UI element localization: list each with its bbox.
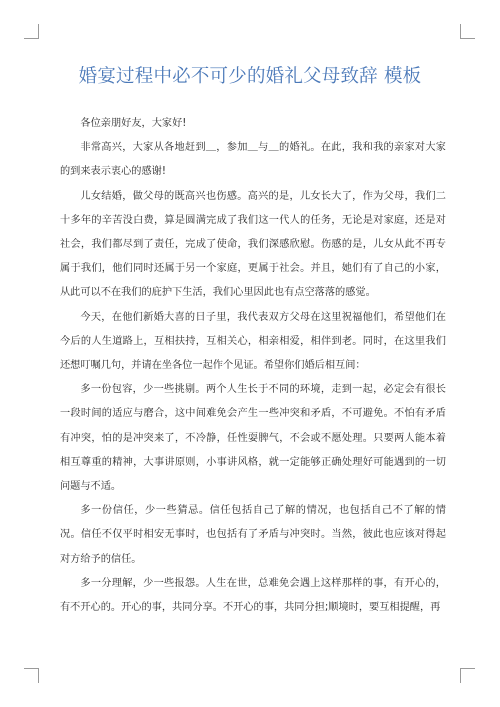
paragraph-blessing: 今天，在他们新婚大喜的日子里，我代表双方父母在这里祝福他们，希望他们在今后的人生道路上，互相扶持，互相关心，相亲相爱，相伴到老。同时，在这里我们还想叮嘱几句，并请在坐各位一起作个见证。希望你们婚后相互间： [60, 311, 446, 372]
paragraph-thanks: 非常高兴，大家从各地赶到＿，参加＿与＿的婚礼。在此，我和我的亲家对大家的到来表示衷心的感谢! [60, 142, 446, 178]
crop-mark-top-right [460, 24, 475, 39]
document-body [60, 112, 446, 620]
paragraph-feelings: 儿女结婚，做父母的既高兴也伤感。高兴的是，儿女长大了，作为父母，我们二十多年的辛苦没白费，算是圆满完成了我们这一代人的任务，无论是对家庭，还是对社会，我们都尽到了责任，完成了使命，我们深感欣慰。伤感的是，儿女从此不再专属于我们，他们同时还属于另一个家庭，更属于社会。并且，她们有了自己的小家，从此可以不在我们的庇护下生活，我们心里因此也有点空落落的感觉。 [60, 190, 446, 299]
crop-mark-bottom-right [460, 668, 475, 683]
document-title: 婚宴过程中必不可少的婚礼父母致辞 模板 [78, 66, 422, 87]
paragraph-greeting: 各位亲朋好友，大家好! [80, 118, 187, 129]
paragraph-trust: 多一份信任，少一些猜忌。信任包括自己了解的情况，也包括自己不了解的情况。信任不仅平时相安无事时，也包括有了矛盾与冲突时。当然，彼此也应该对得起对方给予的信任。 [60, 505, 446, 565]
crop-mark-bottom-left [24, 668, 39, 683]
paragraph-understanding: 多一分理解，少一些报怨。人生在世，总难免会遇上这样那样的事，有开心的，有不开心的。开心的事，共同分享。不开心的事，共同分担;顺境时，要互相提醒，再 [60, 577, 446, 614]
paragraph-tolerance: 多一份包容，少一些挑剔。两个人生长于不同的环境，走到一起，必定会有很长一段时间的适应与磨合，这中间难免会产生一些冲突和矛盾，不可避免。不怕有矛盾有冲突，怕的是冲突来了，不冷静，任性耍脾气，不会或不愿处理。只要两人能本着相互尊重的精神，大事讲原则，小事讲风格，就一定能够正确处理好可能遇到的一切问题与不适。 [60, 384, 446, 493]
crop-mark-top-left [24, 24, 39, 39]
